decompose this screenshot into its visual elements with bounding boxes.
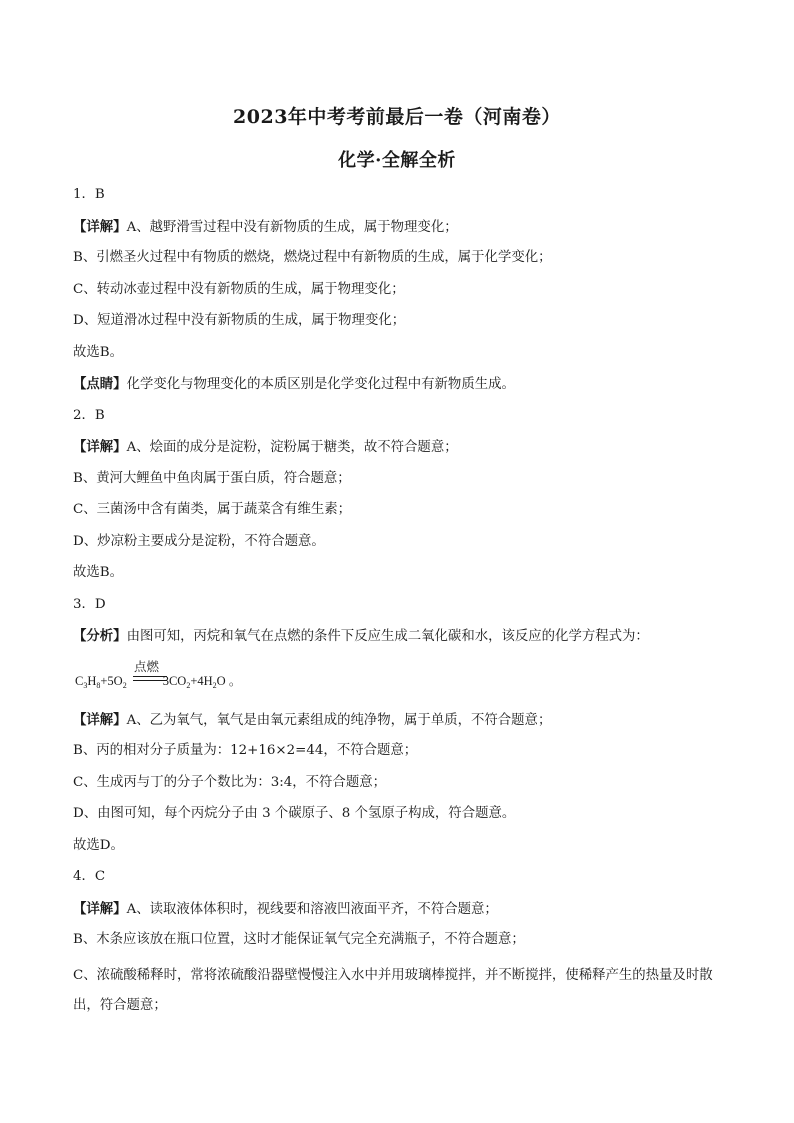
q4-option-b: B、木条应该放在瓶口位置，这时才能保证氧气完全充满瓶子，不符合题意； (73, 932, 525, 947)
q2-detail: 【详解】A、烩面的成分是淀粉，淀粉属于糖类，故不符合题意； (73, 439, 458, 455)
q3-conclusion: 故选D。 (73, 837, 124, 853)
detail-tag: 【详解】 (73, 711, 127, 728)
q2-conclusion: 故选B。 (73, 565, 124, 580)
q1-conclusion: 故选B。 (73, 344, 124, 360)
q2-answer: 2．B (73, 407, 105, 423)
page-subtitle: 化学·全解全析 (338, 150, 456, 171)
q3-option-c: C、生成丙与丁的分子个数比为：3:4，不符合题意； (73, 774, 386, 790)
q2-option-b: B、黄河大鲤鱼中鱼肉属于蛋白质，符合题意； (73, 470, 351, 486)
q3-answer: 3．D (73, 596, 106, 612)
q1-option-d: D、短道滑冰过程中没有新物质的生成，属于物理变化； (73, 313, 406, 328)
detail-tag: 【详解】 (73, 900, 127, 917)
q3-detail: 【详解】A、乙为氧气，氧气是由氧元素组成的纯净物，属于单质，不符合题意； (73, 711, 552, 728)
q4-option-c: C、浓硫酸稀释时，常将浓硫酸沿器壁慢慢注入水中并用玻璃棒搅拌，并不断搅拌，使稀释产生的热量及时散出，符合题意； (73, 967, 713, 1013)
q2-option-c: C、三菌汤中含有菌类，属于蔬菜含有维生素； (73, 502, 352, 517)
q1-comment: 【点睛】化学变化与物理变化的本质区别是化学变化过程中有新物质生成。 (73, 376, 515, 392)
q3-analysis: 【分析】由图可知，丙烷和氧气在点燃的条件下反应生成二氧化碳和水，该反应的化学方程式为： (73, 628, 649, 644)
equals-sign (133, 676, 167, 681)
q2-option-d: D、炒凉粉主要成分是淀粉，不符合题意。 (73, 533, 325, 549)
page-title: 2023年中考考前最后一卷（河南卷） (233, 106, 561, 128)
q3-option-d: D、由图可知，每个丙烷分子由 3 个碳原子、8 个氢原子构成，符合题意。 (73, 806, 516, 821)
detail-tag: 【详解】 (73, 439, 127, 455)
q3-option-b: B、丙的相对分子质量为：12+16×2=44，不符合题意； (73, 743, 418, 758)
q4-answer: 4．C (73, 869, 106, 884)
q1-option-c: C、转动冰壶过程中没有新物质的生成，属于物理变化； (73, 281, 405, 297)
reaction-condition: 点燃 (134, 659, 160, 674)
q1-detail: 【详解】A、越野滑雪过程中没有新物质的生成，属于物理变化； (73, 218, 458, 235)
q1-option-b: B、引燃圣火过程中有物质的燃烧，燃烧过程中有新物质的生成，属于化学变化； (73, 250, 552, 265)
detail-tag: 【详解】 (73, 218, 127, 235)
analysis-tag: 【分析】 (73, 628, 127, 644)
comment-tag: 【点睛】 (73, 376, 127, 392)
chemical-equation: $C_3H_8+5O_2$ $3CO_2+4H_2O$ 。 点燃 (73, 657, 733, 709)
answer-content (73, 184, 733, 1030)
q4-detail: 【详解】A、读取液体体积时，视线要和溶液凹液面平齐，不符合题意； (73, 900, 498, 917)
q1-answer: 1．B (73, 187, 105, 202)
